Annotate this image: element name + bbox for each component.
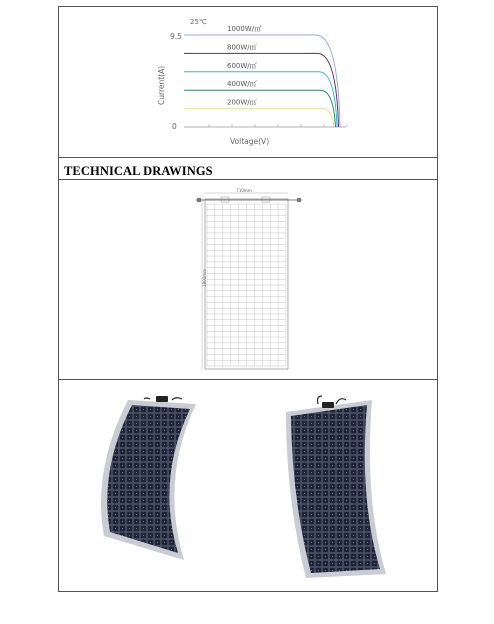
- y-tick-top: 9.5: [170, 32, 182, 41]
- y-tick-bottom: 0: [172, 122, 177, 131]
- flexible-panel-left: [101, 396, 196, 560]
- y-axis-label: Current(A): [157, 65, 166, 105]
- legend-label: 400W/㎡: [227, 80, 257, 89]
- width-dimension-label: 710mm: [236, 188, 252, 193]
- section-title: TECHNICAL DRAWINGS: [64, 164, 213, 178]
- flexible-panel-right: [286, 396, 386, 578]
- height-dimension-label: 1800mm: [202, 269, 207, 287]
- x-axis-label: Voltage(V): [230, 137, 270, 146]
- temperature-label: 25℃: [190, 18, 207, 26]
- legend-label: 1000W/㎡: [227, 25, 262, 33]
- legend-label: 800W/㎡: [227, 43, 257, 52]
- legend-label: 200W/㎡: [227, 98, 257, 107]
- legend-label: 600W/㎡: [227, 61, 257, 70]
